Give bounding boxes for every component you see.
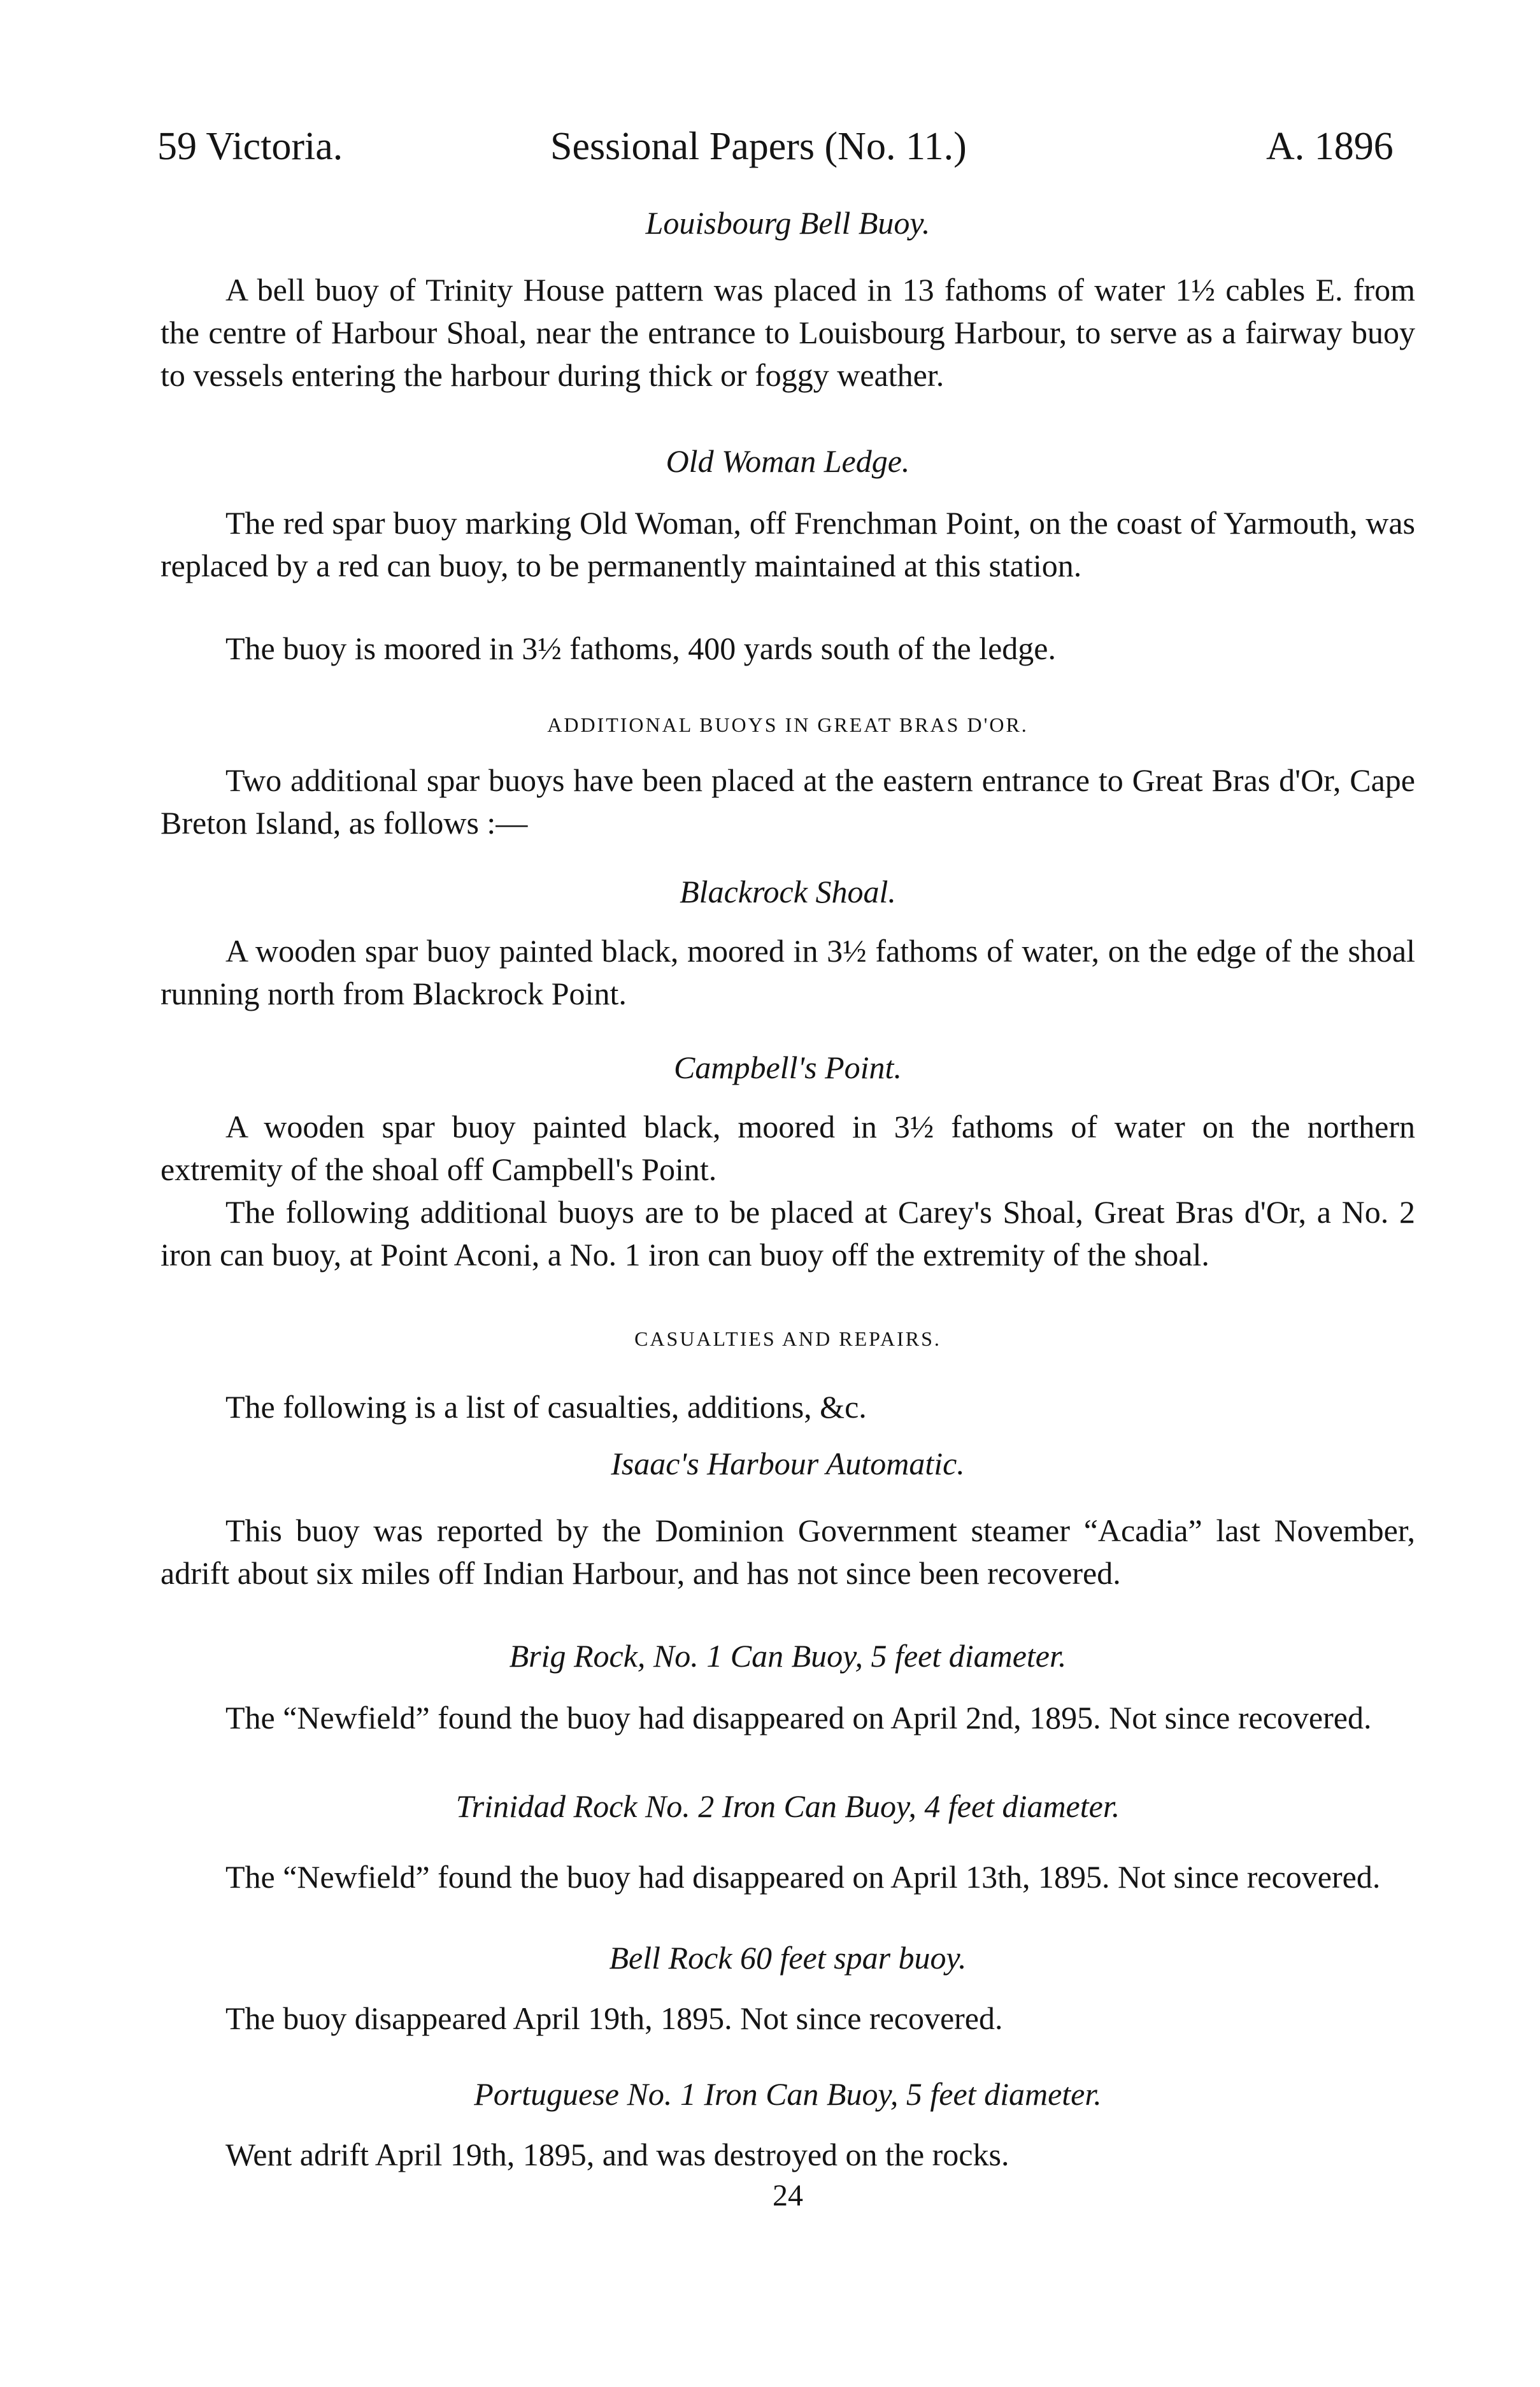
section-heading: Brig Rock, No. 1 Can Buoy, 5 feet diameter. xyxy=(509,1638,1067,1674)
section-heading: Trinidad Rock No. 2 Iron Can Buoy, 4 feet diameter. xyxy=(455,1788,1120,1824)
body-paragraph: The buoy is moored in 3½ fathoms, 400 yards south of the ledge. xyxy=(225,631,1056,666)
page-number: 24 xyxy=(773,2179,803,2212)
body-paragraph: The following additional buoys are to be placed at Carey's Shoal, Great Bras d'Or, a No. 2 iron can buoy, at Point Aconi, a No. 1 iron can buoy off the extremity of the shoal. xyxy=(160,1194,1415,1272)
header-title: Sessional Papers (No. 11.) xyxy=(550,125,967,168)
body-paragraph: The following is a list of casualties, additions, &c. xyxy=(225,1389,867,1425)
body-paragraph: A bell buoy of Trinity House pattern was placed in 13 fathoms of water 1½ cables E. from the centre of Harbour Shoal, near the entrance to Louisbourg Harbour, to serve as a fairway buoy to vessels entering the harbour during thick or foggy weather. xyxy=(160,272,1415,393)
body-paragraph: The red spar buoy marking Old Woman, off Frenchman Point, on the coast of Yarmouth, was replaced by a red can buoy, to be permanently maintained at this station. xyxy=(160,505,1415,583)
section-heading: Campbell's Point. xyxy=(674,1050,902,1085)
header-year: A. 1896 xyxy=(1266,125,1394,168)
section-caps-heading: CASUALTIES AND REPAIRS. xyxy=(634,1327,941,1350)
body-paragraph: A wooden spar buoy painted black, moored in 3½ fathoms of water on the northern extremity of the shoal off Campbell's Point. xyxy=(160,1109,1415,1187)
body-paragraph: Went adrift April 19th, 1895, and was destroyed on the rocks. xyxy=(225,2137,1009,2172)
body-paragraph: The buoy disappeared April 19th, 1895. Not since recovered. xyxy=(225,2000,1003,2036)
body-paragraph: A wooden spar buoy painted black, moored in 3½ fathoms of water, on the edge of the shoal running north from Blackrock Point. xyxy=(160,933,1415,1011)
section-heading: Blackrock Shoal. xyxy=(680,874,896,909)
body-paragraph: The “Newfield” found the buoy had disappeared on April 13th, 1895. Not since recovered. xyxy=(225,1859,1381,1895)
header-session: 59 Victoria. xyxy=(157,125,343,168)
section-heading: Isaac's Harbour Automatic. xyxy=(611,1446,965,1481)
section-heading: Bell Rock 60 feet spar buoy. xyxy=(609,1940,967,1976)
body-paragraph: The “Newfield” found the buoy had disappeared on April 2nd, 1895. Not since recovered. xyxy=(225,1700,1372,1735)
section-heading: Portuguese No. 1 Iron Can Buoy, 5 feet diameter. xyxy=(474,2076,1102,2112)
body-paragraph: Two additional spar buoys have been placed at the eastern entrance to Great Bras d'Or, Cape Breton Island, as follows :— xyxy=(160,762,1415,841)
body-paragraph: This buoy was reported by the Dominion Government steamer “Acadia” last November, adrift about six miles off Indian Harbour, and has not since been recovered. xyxy=(160,1513,1415,1591)
section-heading: Louisbourg Bell Buoy. xyxy=(645,205,930,241)
section-caps-heading: ADDITIONAL BUOYS IN GREAT BRAS D'OR. xyxy=(547,713,1029,736)
section-heading: Old Woman Ledge. xyxy=(666,443,910,479)
